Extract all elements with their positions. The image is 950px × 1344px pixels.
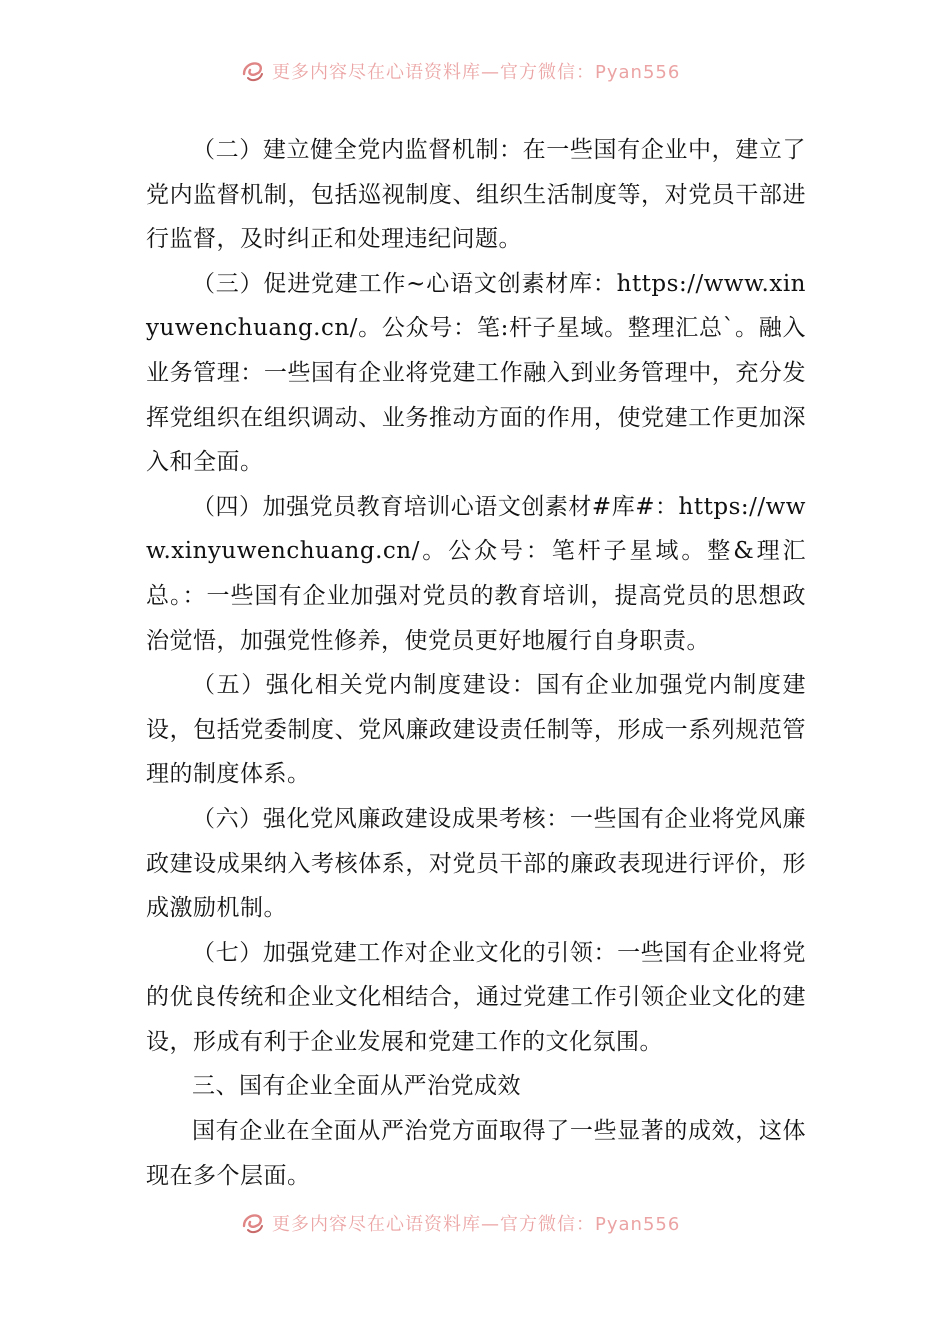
paragraph-4-education: （四）加强党员教育培训心语文创素材#库#：https://www.xinyuwenchuang.cn/。公众号：笔杆子星域。整&理汇总。：一些国有企业加强对党员的教育培训，提高党员的思想政治觉悟，加强党性修养，使党员更好地履行自身职责。	[146, 493, 806, 654]
watermark-text: 更多内容尽在心语资料库—官方微信：Pyan556	[272, 62, 681, 83]
paragraph-5-institutions: （五）强化相关党内制度建设：国有企业加强党内制度建设，包括党委制度、党风廉政建设责任制等，形成一系列规范管理的制度体系。	[146, 672, 806, 788]
paragraph-results-intro: 国有企业在全面从严治党方面取得了一些显著的成效，这体现在多个层面。	[146, 1118, 806, 1189]
paragraph-6-assessment: （六）强化党风廉政建设成果考核：一些国有企业将党风廉政建设成果纳入考核体系，对党员干部的廉政表现进行评价，形成激励机制。	[146, 805, 806, 922]
body-text	[146, 128, 806, 1198]
header-watermark	[240, 56, 760, 86]
paragraph-3-business-integration: （三）促进党建工作~心语文创素材库：https://www.xinyuwenchuang.cn/。公众号：笔:杆子星域。整理汇总`。融入业务管理：一些国有企业将党建工作融入到业务管理中，充分发挥党组织在组织调动、业务推动方面的作用，使党建工作更加深入和全面。	[146, 270, 806, 476]
watermark-text: 更多内容尽在心语资料库—官方微信：Pyan556	[272, 1214, 681, 1235]
footer-watermark	[240, 1208, 760, 1238]
section-heading-3: 三、国有企业全面从严治党成效	[192, 1073, 521, 1100]
watermark-logo-icon	[240, 1210, 266, 1236]
watermark-logo-icon	[240, 58, 266, 84]
paragraph-2-supervision: （二）建立健全党内监督机制：在一些国有企业中，建立了党内监督机制，包括巡视制度、组织生活制度等，对党员干部进行监督，及时纠正和处理违纪问题。	[146, 137, 806, 253]
paragraph-7-culture: （七）加强党建工作对企业文化的引领：一些国有企业将党的优良传统和企业文化相结合，通过党建工作引领企业文化的建设，形成有利于企业发展和党建工作的文化氛围。	[146, 939, 806, 1055]
